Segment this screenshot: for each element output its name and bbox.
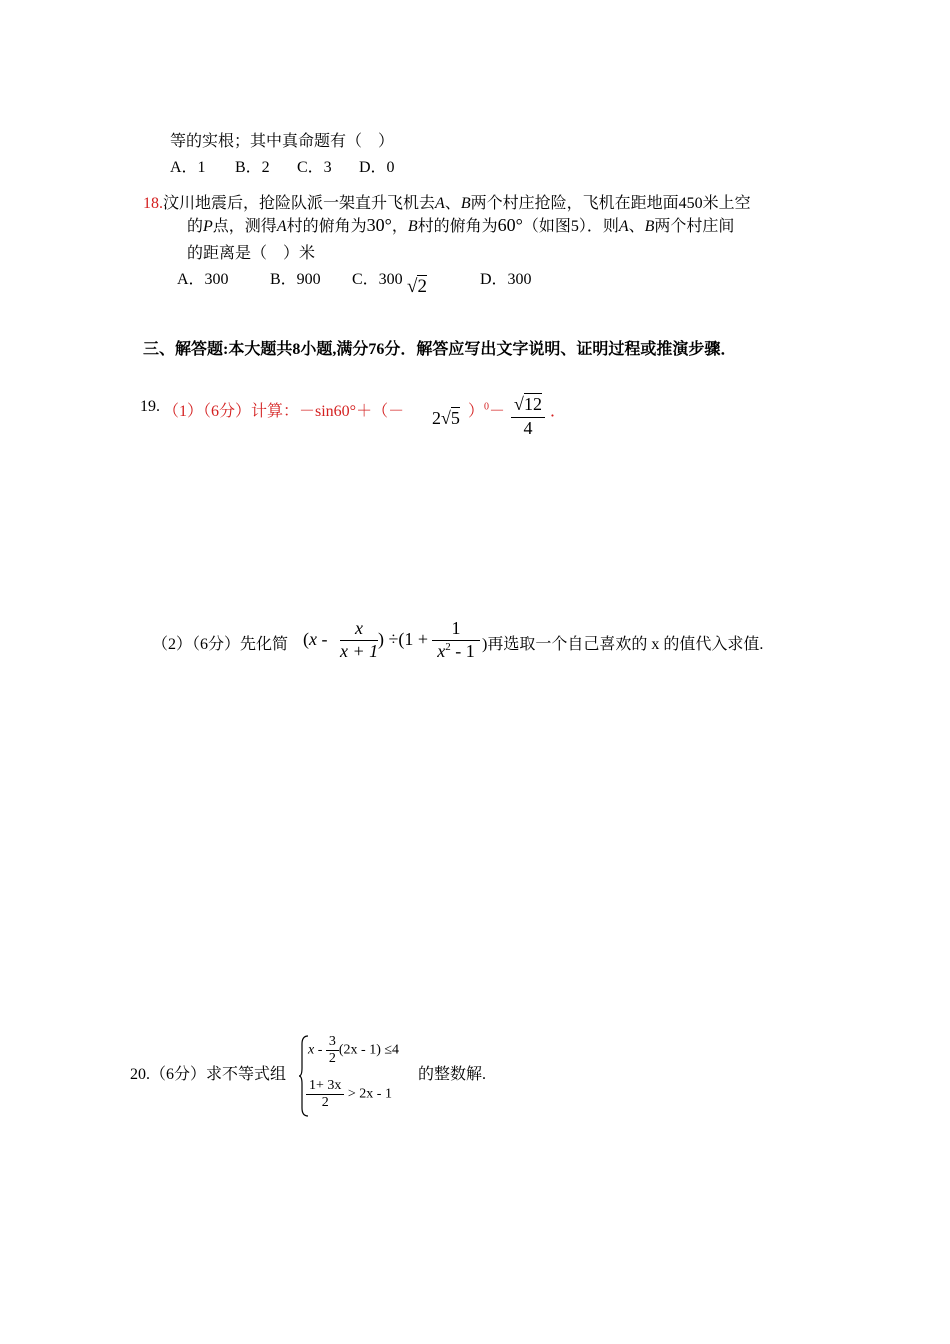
angle-60: 60° <box>497 215 523 235</box>
q18-text: 两个村庄间 <box>654 218 735 235</box>
minus: - <box>317 629 328 649</box>
denominator <box>432 641 480 662</box>
denominator: x + 1 <box>340 641 379 661</box>
q18-option-b: B．900 <box>270 271 321 288</box>
row1-lhs: x - <box>308 1042 326 1058</box>
numerator: 1+ 3x <box>309 1078 342 1093</box>
angle-30: 30° <box>366 215 392 235</box>
q17-option-b: B．2 <box>235 159 270 176</box>
q19b-prefix: （2）（6分）先化简 <box>152 636 289 653</box>
rest: - 1 <box>450 641 475 661</box>
village-b: B <box>644 218 655 235</box>
paren: ） <box>468 403 485 420</box>
exponent: 0 <box>484 401 490 413</box>
q18-line3: 的距离是（ ）米 <box>187 245 316 262</box>
paren: ) <box>378 629 384 649</box>
q19-close <box>468 398 505 421</box>
q19b-div <box>378 629 428 650</box>
radicand: 12 <box>523 394 542 414</box>
q19-fraction: √12 4 <box>511 394 545 439</box>
q18-option-d: D．300 <box>480 271 532 288</box>
exponent: 2 <box>445 641 451 653</box>
numerator: x <box>340 618 378 641</box>
separator: 、 <box>628 218 645 235</box>
q19-sqrt5: 2√5 <box>432 408 460 428</box>
q18-number: 18. <box>143 195 163 212</box>
q20-row1 <box>308 1034 399 1067</box>
numerator: 1 <box>432 618 480 641</box>
village-b: B <box>460 195 471 212</box>
q17-option-d: D．0 <box>359 159 395 176</box>
q19-number: 19. <box>140 398 160 415</box>
q18-text: 村的俯角为 <box>286 218 367 235</box>
village-b: B <box>407 218 418 235</box>
q18-line1 <box>143 190 751 213</box>
q18-option-c: C．300 <box>352 271 403 288</box>
paren: ( <box>303 629 309 649</box>
q18-text: ， <box>391 218 408 235</box>
denominator: 2 <box>306 1094 344 1111</box>
numerator: 3 <box>328 1034 336 1049</box>
q18-text: （如图5）．则 <box>522 218 619 235</box>
q19-part1-text: （1）（6分）计算：－sin60°＋（－ <box>163 403 405 420</box>
q19b-suffix: )再选取一个自己喜欢的 x 的值代入求值. <box>482 636 764 653</box>
q19b-open <box>303 629 328 650</box>
separator: 、 <box>444 195 461 212</box>
q18-text: 点，测得 <box>212 218 277 235</box>
divide: ÷(1 + <box>384 629 429 649</box>
q19b-frac2 <box>432 618 480 662</box>
q17-option-c: C．3 <box>297 159 332 176</box>
q18-text: 的 <box>187 218 204 235</box>
village-a: A <box>435 195 445 212</box>
q20-suffix: 的整数解. <box>418 1066 487 1083</box>
village-a: A <box>618 218 629 235</box>
q20-prefix: 20.（6分）求不等式组 <box>130 1066 287 1083</box>
village-a: A <box>276 218 287 235</box>
coef: 2 <box>432 408 441 428</box>
q17-text-line: 等的实根；其中真命题有（ ） <box>170 133 395 150</box>
row1-rhs: (2x - 1) ≤4 <box>338 1042 400 1058</box>
q18-line2 <box>187 213 734 236</box>
q19-end: ． <box>550 403 567 420</box>
q17-option-a: A．1 <box>170 159 206 176</box>
denominator: 2 <box>326 1050 339 1067</box>
q19b-frac1 <box>340 618 378 662</box>
row2-fraction <box>306 1078 344 1111</box>
minus: － <box>489 403 506 420</box>
denominator: 4 <box>523 418 533 438</box>
row2-rhs: > 2x - 1 <box>344 1086 392 1102</box>
point-p: P <box>203 218 213 235</box>
q18-text: 两个村庄抢险，飞机在距地面450米上空 <box>470 195 751 212</box>
var-x: x <box>437 641 446 661</box>
var-x: x <box>309 629 317 649</box>
radicand: 5 <box>450 408 460 428</box>
radicand: 2 <box>417 276 427 297</box>
q18-option-a: A．300 <box>177 271 229 288</box>
q18-option-c-sqrt: √2 <box>407 276 427 297</box>
section-3-header: 三、解答题:本大题共8小题,满分76分．解答应写出文字说明、证明过程或推演步骤． <box>143 341 737 358</box>
q20-row2 <box>306 1078 392 1111</box>
q18-text: 村的俯角为 <box>417 218 498 235</box>
q18-text: 汶川地震后，抢险队派一架直升飞机去 <box>163 195 436 212</box>
row1-fraction <box>326 1034 339 1067</box>
